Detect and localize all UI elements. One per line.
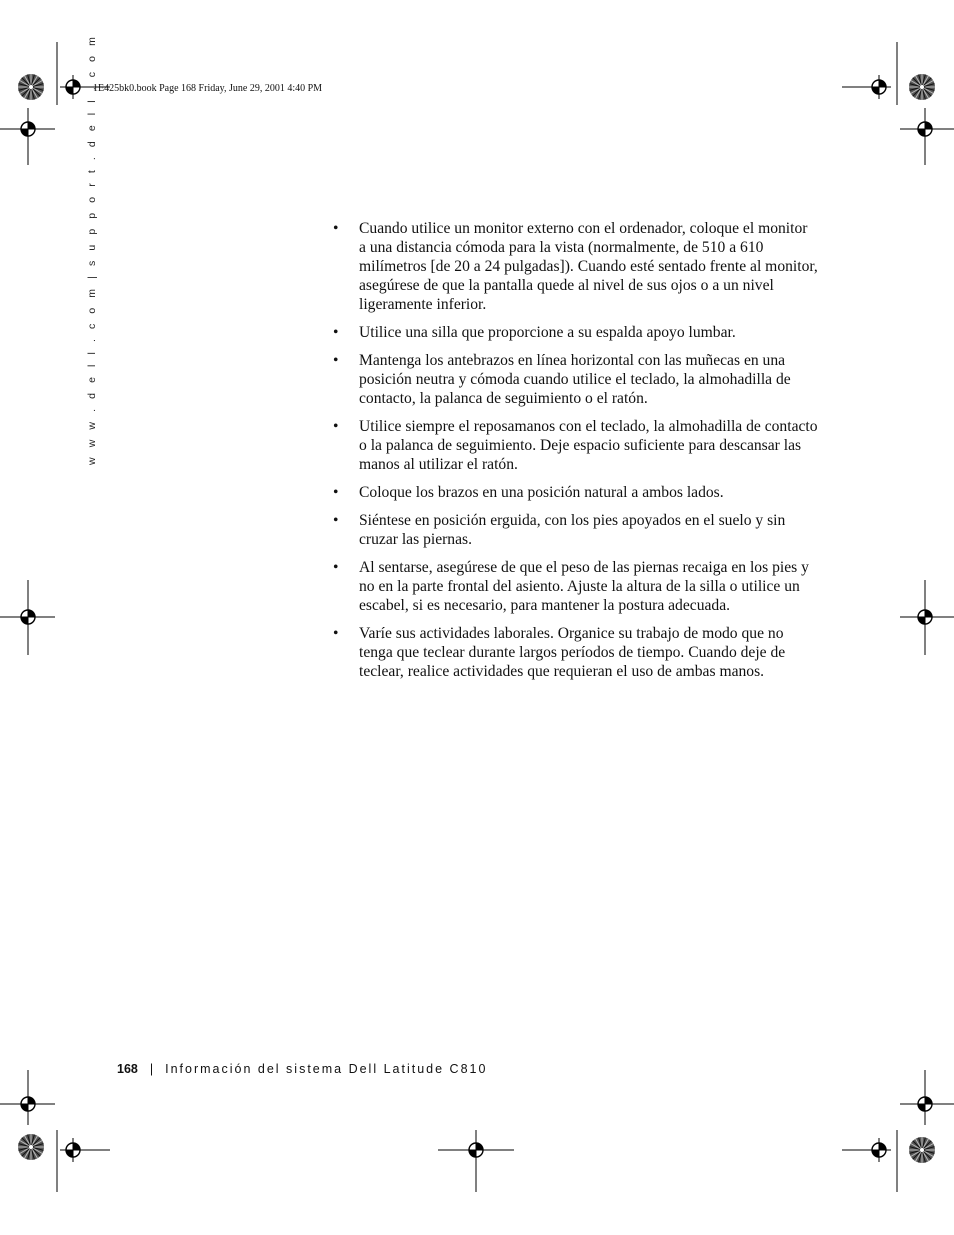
bullet-glyph: • (333, 324, 339, 341)
print-header-stamp: 1E425bk0.book Page 168 Friday, June 29, 2001 4:40 PM (93, 83, 323, 94)
bullet-glyph: • (333, 220, 339, 237)
list-item (333, 483, 818, 502)
bullet-glyph: • (333, 484, 339, 501)
guideline-list (333, 219, 818, 690)
bullet-glyph: • (333, 625, 339, 642)
list-item-text: Al sentarse, asegúrese de que el peso de las piernas recaiga en los pies y no en la parte frontal del asiento. Ajuste la altura de la silla o utilice un escabel, si es necesario, para mantener la postura adecuada. (359, 559, 809, 614)
registration-mark-icon (16, 1092, 40, 1116)
registration-mark-icon (61, 75, 85, 99)
starburst-mark-icon (18, 74, 44, 100)
registration-mark-icon (913, 1092, 937, 1116)
list-item (333, 351, 818, 408)
list-item-text: Cuando utilice un monitor externo con el ordenador, coloque el monitor a una distancia cómoda para la vista (normalmente, de 510 a 610 milímetros [de 20 a 24 pulgadas]). Cuando esté sentado frente al monitor, asegúrese de que la pantalla quede al nivel de sus ojos o a un nivel ligeramente inferior. (359, 220, 818, 313)
list-item-text: Coloque los brazos en una posición natural a ambos lados. (359, 484, 724, 501)
registration-mark-icon (16, 117, 40, 141)
registration-mark-icon (913, 117, 937, 141)
sidebar-url: w w w . d e l l . c o m | s u p p o r t . d e l l . c o m (86, 33, 98, 465)
list-item (333, 219, 818, 314)
starburst-mark-icon (18, 1134, 44, 1160)
footer-separator: | (149, 1062, 154, 1076)
list-item-text: Utilice una silla que proporcione a su espalda apoyo lumbar. (359, 324, 736, 341)
list-item-text: Siéntese en posición erguida, con los pies apoyados en el suelo y sin cruzar las piernas. (359, 512, 786, 548)
bullet-glyph: • (333, 512, 339, 529)
page-number: 168 (117, 1062, 138, 1076)
footer-title: Información del sistema Dell Latitude C810 (165, 1062, 488, 1076)
list-item-text: Utilice siempre el reposamanos con el teclado, la almohadilla de contacto o la palanca de seguimiento. Deje espacio suficiente para descansar las manos al utilizar el ratón. (359, 418, 818, 473)
registration-mark-icon (867, 1138, 891, 1162)
list-item (333, 323, 818, 342)
registration-mark-icon (61, 1138, 85, 1162)
list-item-text: Varíe sus actividades laborales. Organice su trabajo de modo que no tenga que teclear durante largos períodos de tiempo. Cuando deje de teclear, realice actividades que requieran el uso de ambas manos. (359, 625, 786, 680)
page-footer (117, 1062, 487, 1076)
starburst-mark-icon (909, 1137, 935, 1163)
starburst-mark-icon (909, 74, 935, 100)
list-item (333, 558, 818, 615)
list-item (333, 511, 818, 549)
registration-mark-icon (464, 1138, 488, 1162)
bullet-glyph: • (333, 559, 339, 576)
bullet-glyph: • (333, 418, 339, 435)
list-item-text: Mantenga los antebrazos en línea horizontal con las muñecas en una posición neutra y cómoda cuando utilice el teclado, la almohadilla de contacto, la palanca de seguimiento o el ratón. (359, 352, 791, 407)
registration-mark-icon (913, 605, 937, 629)
registration-mark-icon (16, 605, 40, 629)
registration-mark-icon (867, 75, 891, 99)
list-item (333, 417, 818, 474)
list-item (333, 624, 818, 681)
bullet-glyph: • (333, 352, 339, 369)
